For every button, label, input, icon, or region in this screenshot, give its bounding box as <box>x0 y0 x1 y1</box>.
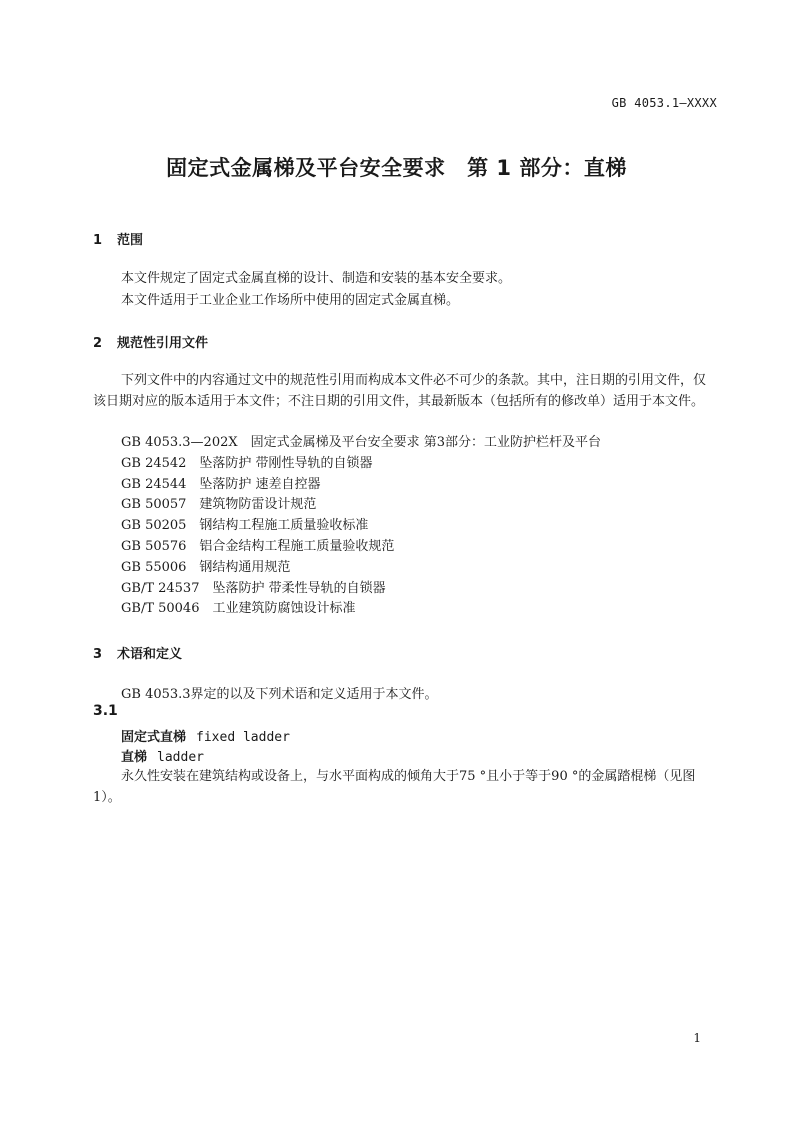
reference-item: GB 4053.3—202X 固定式金属梯及平台安全要求 第3部分：工业防护栏杆及平台 <box>121 435 602 450</box>
section-title: 范围 <box>117 233 144 248</box>
term-definition: 永久性安装在建筑结构或设备上，与水平面构成的倾角大于75 °且小于等于90 °的金属踏棍梯（见图1）。 <box>93 769 696 805</box>
document-title: 固定式金属梯及平台安全要求 第 1 部分：直梯 <box>166 156 627 180</box>
section-number: 3 <box>93 647 103 662</box>
alt-term-english: ladder <box>157 750 204 765</box>
reference-item: GB 50205 钢结构工程施工质量验收标准 <box>121 518 369 534</box>
section-title: 术语和定义 <box>117 647 183 662</box>
section-heading-scope <box>93 229 143 248</box>
clause-number: 3.1 <box>93 703 118 719</box>
section-number: 1 <box>93 233 103 248</box>
term-english: fixed ladder <box>196 730 290 745</box>
section-heading-normative-references <box>93 332 208 351</box>
standard-code: GB 4053.1—XXXX <box>611 96 717 110</box>
section-heading-terms-definitions <box>93 643 182 662</box>
section-title: 规范性引用文件 <box>117 336 209 351</box>
reference-item: GB 50057 建筑物防雷设计规范 <box>121 497 317 513</box>
reference-item: GB 50576 铝合金结构工程施工质量验收规范 <box>121 538 395 554</box>
reference-item: GB/T 50046 工业建筑防腐蚀设计标准 <box>121 601 356 617</box>
reference-list <box>121 433 601 620</box>
term-entry <box>121 726 290 745</box>
term-chinese: 固定式直梯 <box>121 730 187 745</box>
normative-references-intro: 下列文件中的内容通过文中的规范性引用而构成本文件必不可少的条款。其中，注日期的引用文件，仅该日期对应的版本适用于本文件；不注日期的引用文件，其最新版本（包括所有的修改单）适用于本文件。 <box>93 373 707 409</box>
scope-paragraph-1: 本文件规定了固定式金属直梯的设计、制造和安装的基本安全要求。 <box>121 271 512 286</box>
reference-item: GB 24542 坠落防护 带刚性导轨的自锁器 <box>121 455 373 471</box>
reference-item: GB 55006 钢结构通用规范 <box>121 559 291 575</box>
reference-item: GB/T 24537 坠落防护 带柔性导轨的自锁器 <box>121 580 386 596</box>
terms-intro: GB 4053.3界定的以及下列术语和定义适用于本文件。 <box>121 687 438 702</box>
alternative-term-entry <box>121 746 204 765</box>
section-number: 2 <box>93 336 103 351</box>
alt-term-chinese: 直梯 <box>121 750 148 765</box>
reference-item: GB 24544 坠落防护 速差自控器 <box>121 476 321 492</box>
scope-paragraph-2: 本文件适用于工业企业工作场所中使用的固定式金属直梯。 <box>121 293 460 308</box>
page-number: 1 <box>693 1031 701 1045</box>
